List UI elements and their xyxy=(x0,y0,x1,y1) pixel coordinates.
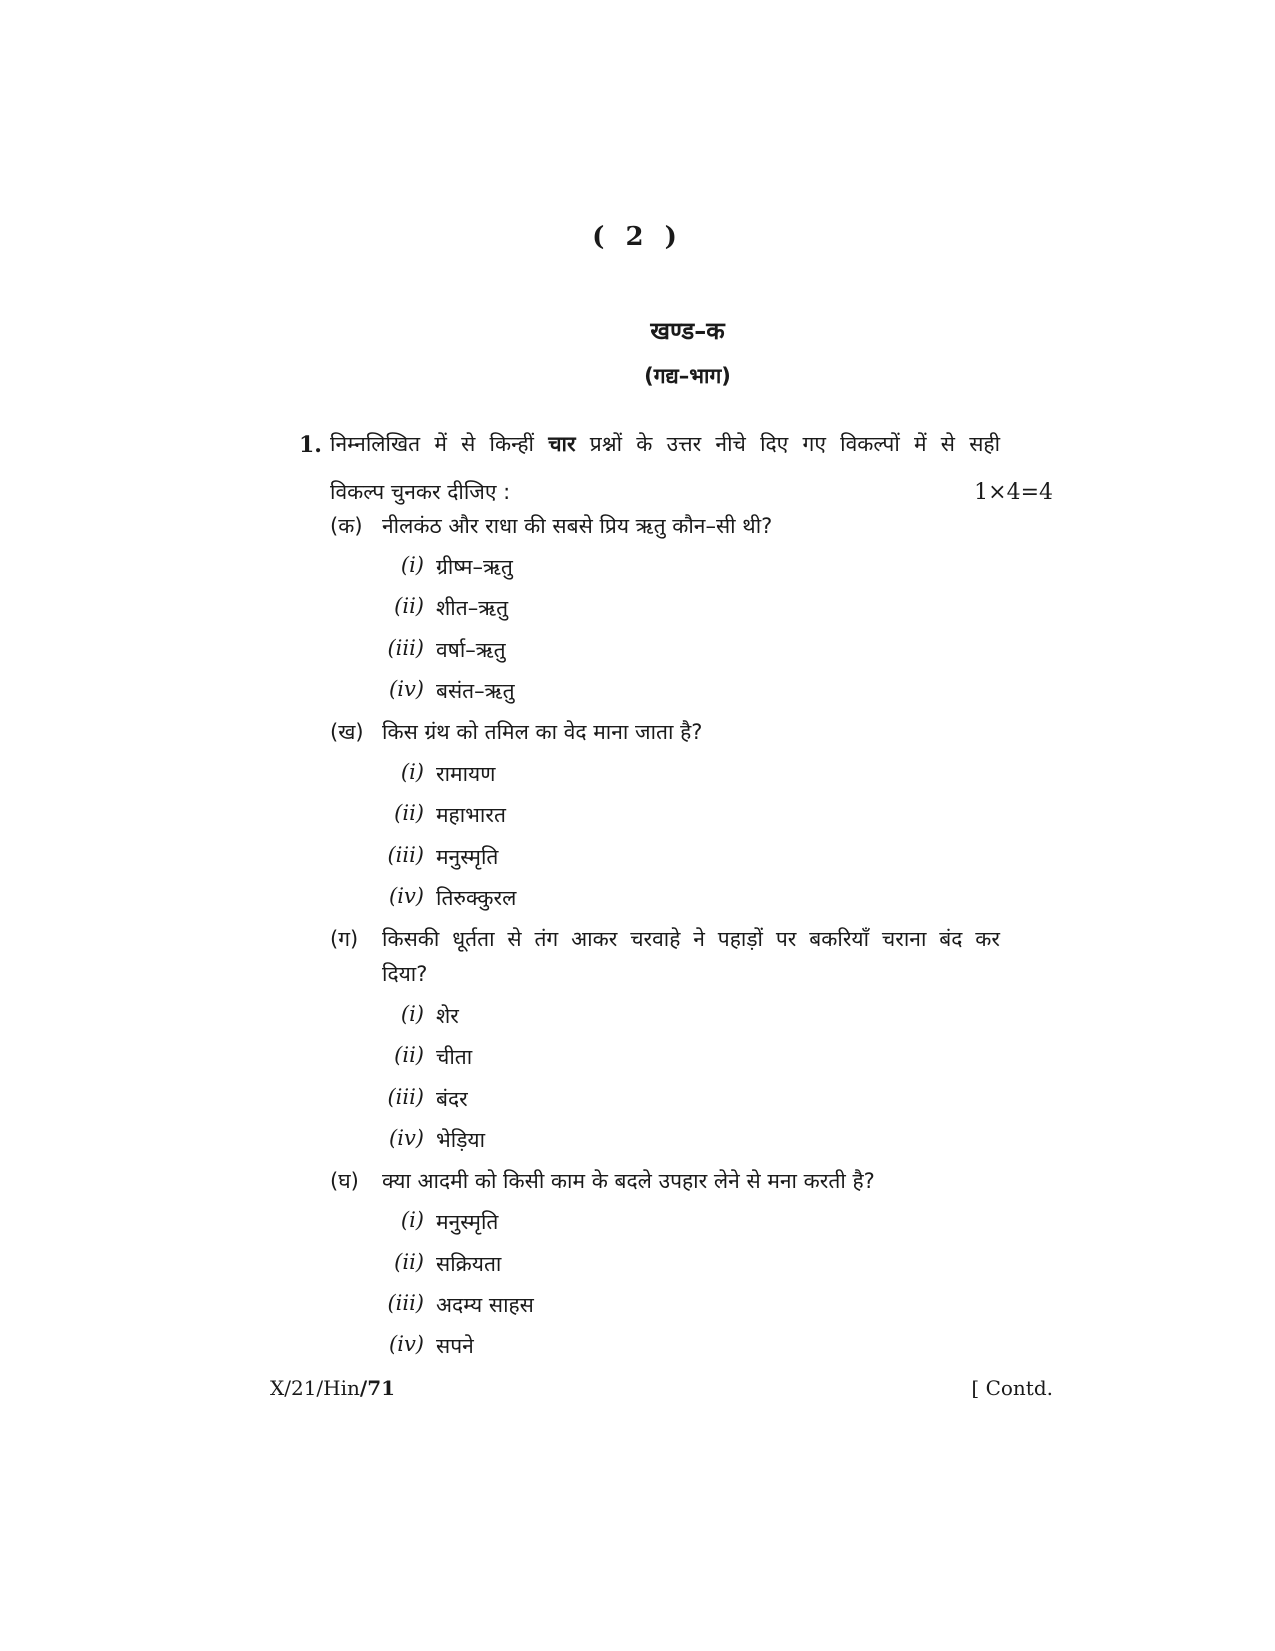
option-text: वर्षा–ऋतु xyxy=(436,638,506,662)
question-instruction-line2: विकल्प चुनकर दीजिए : xyxy=(330,480,511,504)
subquestion-text: क्या आदमी को किसी काम के बदले उपहार लेने से मना करती है? xyxy=(382,1169,875,1193)
option-number: (iii) xyxy=(387,1291,424,1315)
continued-label: [ Contd. xyxy=(971,1376,1053,1400)
option-number: (ii) xyxy=(394,801,424,825)
option-text: मनुस्मृति xyxy=(436,845,499,869)
option-text: सक्रियता xyxy=(436,1252,502,1276)
subquestion-text-line1: किसकी धूर्तता से तंग आकर चरवाहे ने पहाड़ों पर बकरियाँ चराना बंद कर xyxy=(382,927,1000,951)
section-title: खण्ड–क xyxy=(650,317,725,345)
subquestion-label: (ग) xyxy=(330,927,359,951)
question-marks: 1×4=4 xyxy=(974,480,1053,505)
option-text: बंदर xyxy=(436,1087,468,1111)
subquestion-label: (घ) xyxy=(330,1169,359,1193)
question-number: 1. xyxy=(299,432,322,458)
subquestion-text-line2: दिया? xyxy=(382,962,428,986)
option-text: महाभारत xyxy=(436,803,506,827)
subquestion-label: (ख) xyxy=(330,720,364,744)
subquestion-text: नीलकंठ और राधा की सबसे प्रिय ऋतु कौन–सी थी? xyxy=(382,514,773,538)
subquestion-text: किस ग्रंथ को तमिल का वेद माना जाता है? xyxy=(382,720,703,744)
option-number: (i) xyxy=(400,1208,424,1232)
page-number: ( 2 ) xyxy=(592,222,683,252)
option-text: ग्रीष्म–ऋतु xyxy=(436,555,513,579)
option-number: (i) xyxy=(400,1002,424,1026)
option-text: भेड़िया xyxy=(436,1128,486,1152)
instruction-post: प्रश्नों के उत्तर नीचे दिए गए विकल्पों में से सही xyxy=(575,432,1001,456)
option-text: चीता xyxy=(436,1045,473,1069)
subquestion-label: (क) xyxy=(330,514,363,538)
option-number: (iv) xyxy=(389,1332,424,1356)
option-number: (ii) xyxy=(394,594,424,618)
option-text: रामायण xyxy=(436,762,496,786)
option-text: तिरुक्कुरल xyxy=(436,886,517,910)
paper-code-number: /71 xyxy=(359,1376,396,1400)
option-number: (iv) xyxy=(389,677,424,701)
option-text: शेर xyxy=(436,1004,459,1028)
option-text: शीत–ऋतु xyxy=(436,596,509,620)
option-number: (iv) xyxy=(389,884,424,908)
section-subtitle: (गद्य–भाग) xyxy=(644,364,731,388)
option-text: बसंत–ऋतु xyxy=(436,679,515,703)
option-number: (ii) xyxy=(394,1250,424,1274)
option-number: (iii) xyxy=(387,843,424,867)
option-text: अदम्य साहस xyxy=(436,1293,534,1317)
option-number: (iii) xyxy=(387,636,424,660)
option-number: (iii) xyxy=(387,1085,424,1109)
paper-code xyxy=(270,1376,395,1400)
option-number: (i) xyxy=(400,553,424,577)
question-instruction-line1 xyxy=(330,430,1000,458)
option-number: (ii) xyxy=(394,1043,424,1067)
instruction-bold: चार xyxy=(548,432,576,456)
option-number: (i) xyxy=(400,760,424,784)
paper-code-prefix: X/21/Hin xyxy=(270,1376,360,1400)
option-number: (iv) xyxy=(389,1126,424,1150)
option-text: मनुस्मृति xyxy=(436,1210,499,1234)
instruction-pre: निम्नलिखित में से किन्हीं xyxy=(330,432,549,456)
option-text: सपने xyxy=(436,1334,474,1358)
